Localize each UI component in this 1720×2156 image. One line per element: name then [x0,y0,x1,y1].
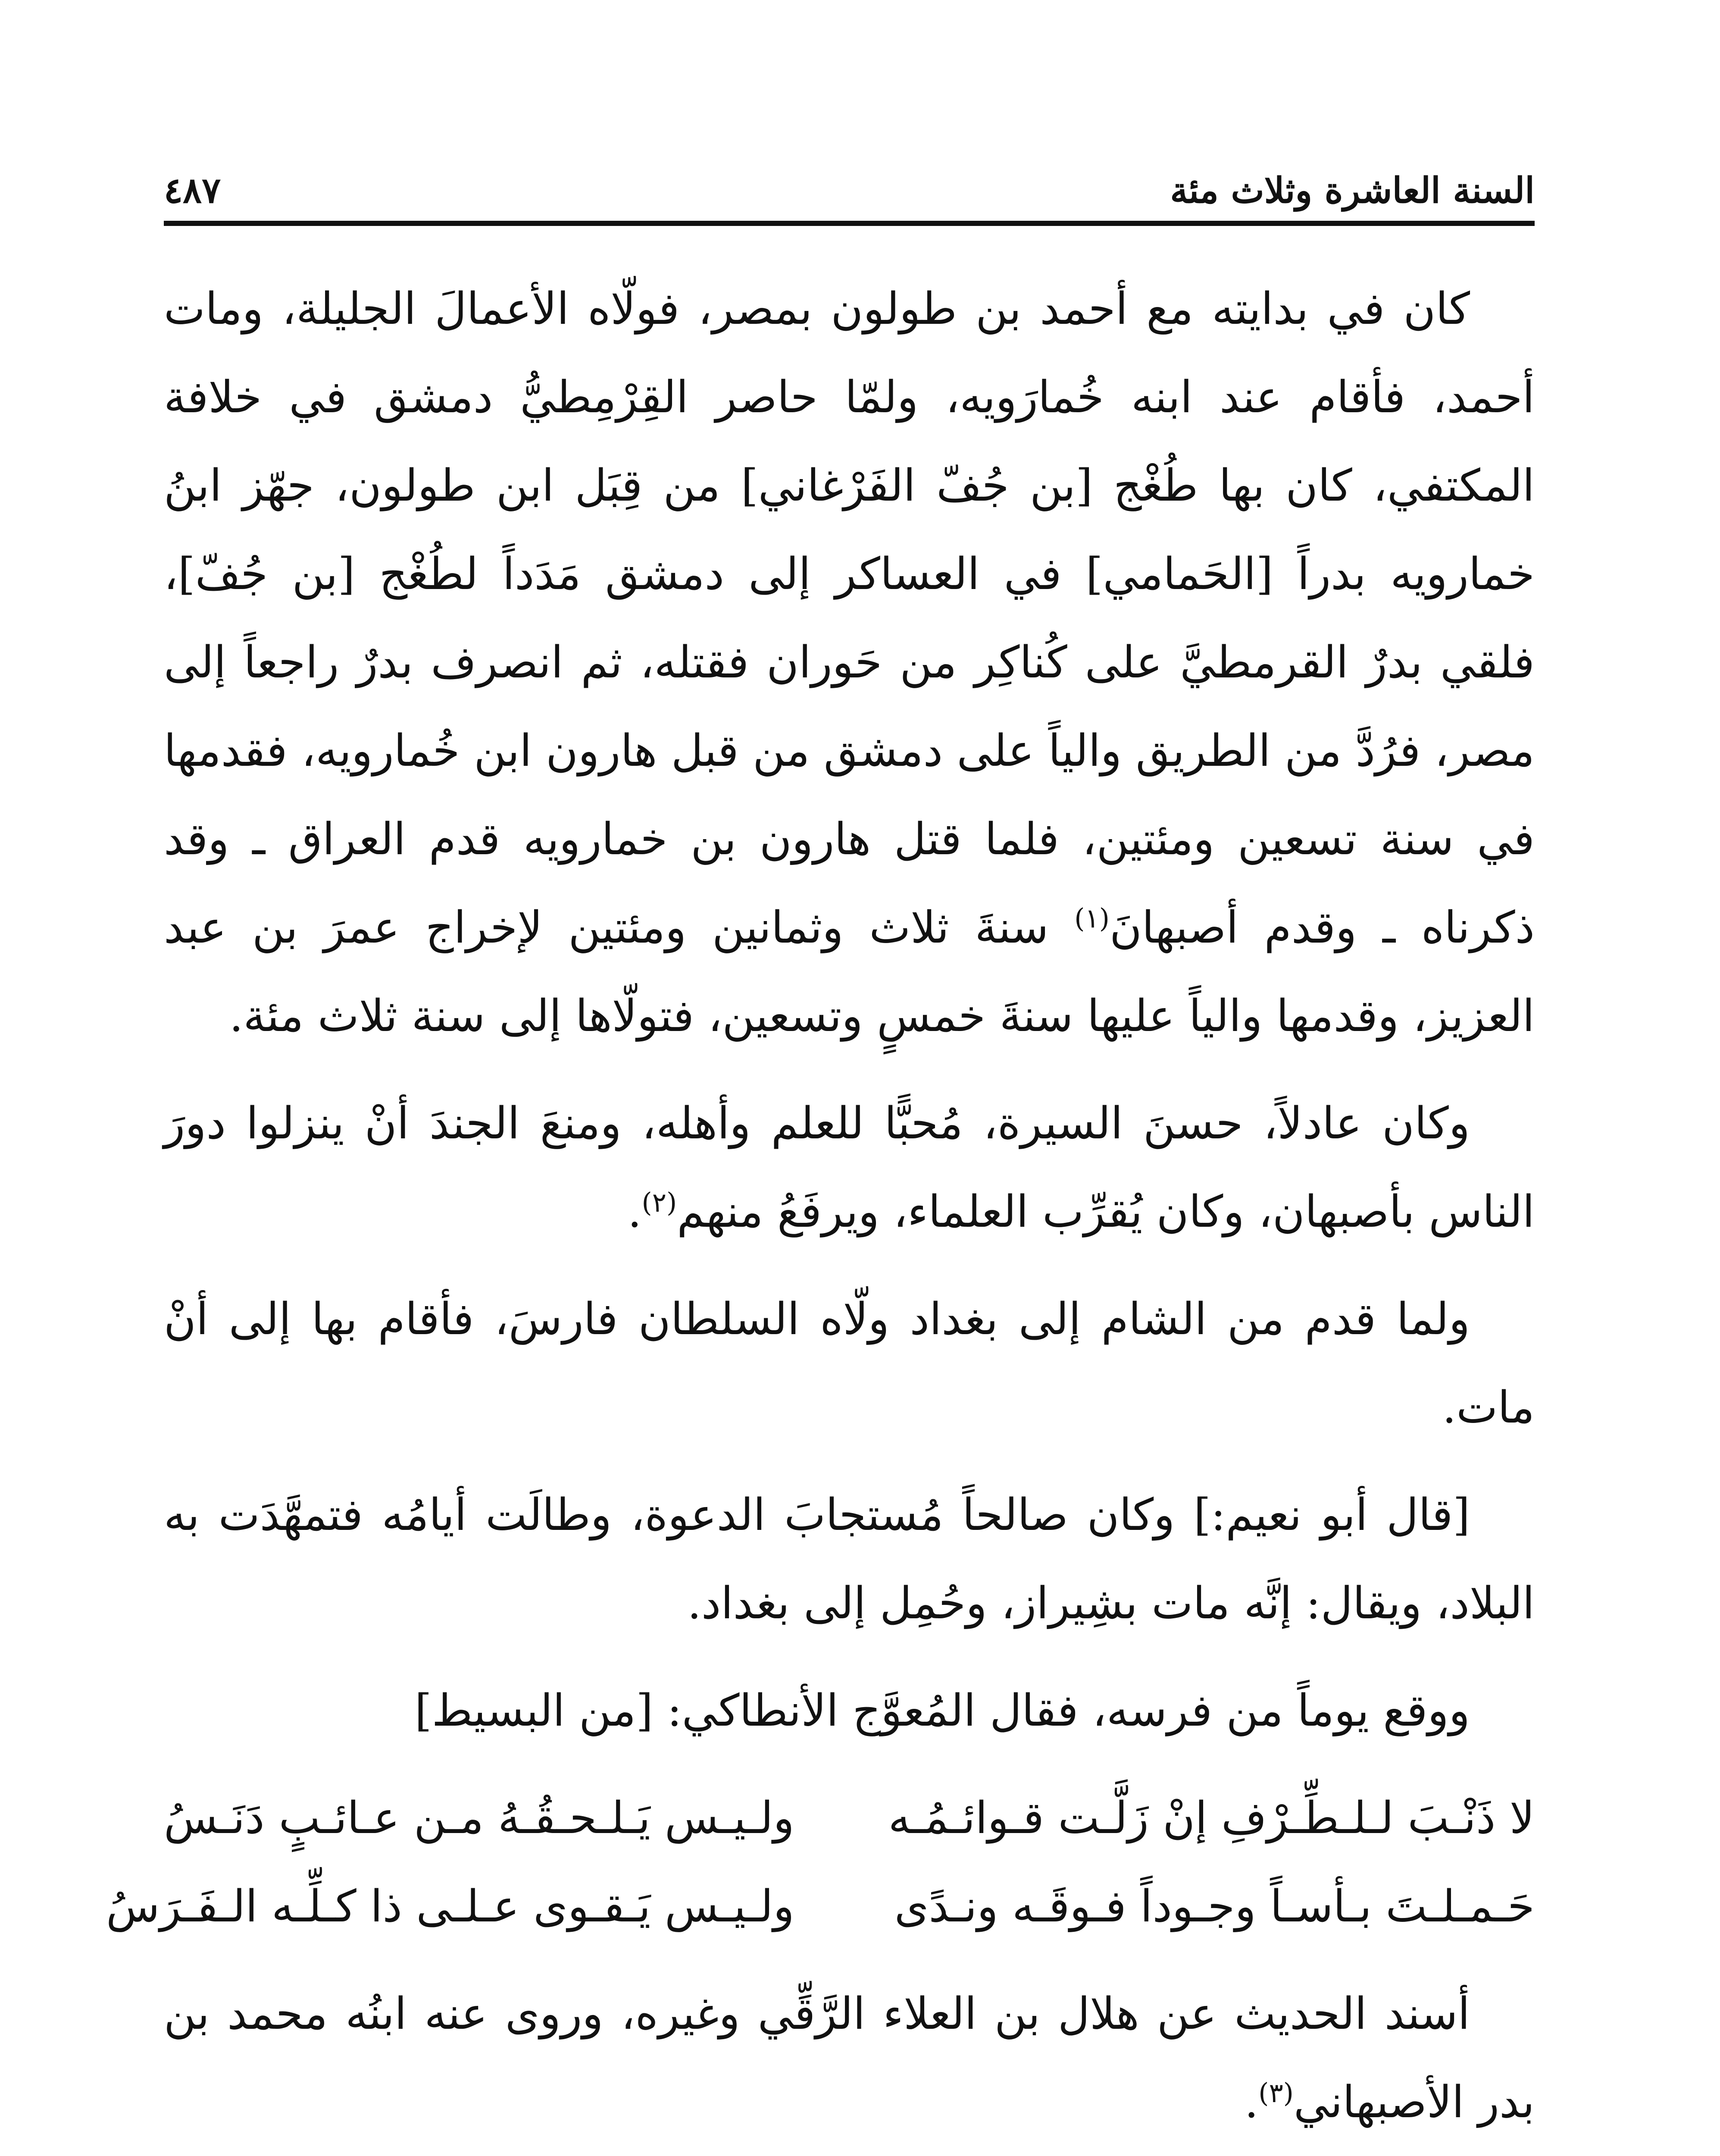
paragraph-4: [قال أبو نعيم:] وكان صالحاً مُستجابَ الدعوة، وطالَت أيامُه فتمهَّدَت به البلاد، ويقال: إنَّه مات بشِيراز، وحُمِل إلى بغداد. [164,1489,1535,1629]
paragraph-1-text: كان في بدايته مع أحمد بن طولون بمصر، فولّاه الأعمالَ الجليلة، ومات أحمد، فأقام عند ابنه خُمارَويه، ولمّا حاصر القِرْمِطيُّ دمشق في خلافة المكتفي، كان بها طُغْج [بن جُفّ الفَرْغاني] من قِبَل ابن طولون، جهّز ابنُ خمارويه بدراً [الحَمامي] في العساكر إلى دمشق مَدَداً لطُغْج [بن جُفّ]، فلقي بدرٌ القرمطيَّ على كُناكِر من حَوران فقتله، ثم انصرف بدرٌ راجعاً إلى مصر، فرُدَّ من الطريق والياً على دمشق من قبل هارون ابن خُمارويه، فقدمها في سنة تسعين ومئتين، فلما قتل هارون بن خمارويه قدم العراق ـ وقد ذكرناه ـ وقدم أصبهانَ [164,283,1535,953]
paragraph-2-tail: . [628,1186,642,1238]
verse-1-first-hemistich: لا ذَنْـبَ لـلـطِّـرْفِ إنْ زَلَّـت قـوائـمُـه [888,1792,1535,1844]
paragraph-6-text: أسند الحديث عن هلال بن العلاء الرَّقِّي وغيره، وروى عنه ابنُه محمد بن بدر الأصبهاني [164,1988,1535,2128]
verse-line-1 [164,1774,1535,1862]
paragraph-1-tail: سنةَ ثلاث وثمانين ومئتين لإخراج عمرَ بن عبد العزيز، وقدمها والياً عليها سنةَ خمسٍ وتسعين، فتولّاها إلى سنة ثلاث مئة. [164,902,1535,1042]
page-header [164,138,1535,211]
verse-1-second-hemistich: ولـيـس يَـلـحـقُـهُ مـن عـائـبٍ دَنَـسُ [164,1792,794,1844]
paragraph-6-tail: . [1244,2077,1259,2128]
paragraph-6 [164,1970,1535,2147]
page-number: ٤٨٧ [164,170,221,211]
paragraph-2-text: وكان عادلاً، حسنَ السيرة، مُحبًّا للعلم وأهله، ومنعَ الجندَ أنْ ينزلوا دورَ الناس بأصبهان، وكان يُقرِّب العلماء، ويرفَعُ منهم [164,1098,1535,1238]
footnote-ref-1: (١) [1074,903,1110,934]
paragraph-2 [164,1079,1535,1256]
footnote-ref-2: (٢) [641,1187,677,1218]
running-title: السنة العاشرة وثلاث مئة [1170,170,1535,211]
footnote-ref-3: (٣) [1258,2077,1294,2109]
paragraph-5: ووقع يوماً من فرسه، فقال المُعوَّج الأنطاكي: [من البسيط] [414,1685,1470,1736]
verse-2-second-hemistich: ولـيـس يَـقـوى عـلـى ذا كـلِّـه الـفَـرَسُ [106,1881,794,1932]
header-rule [164,221,1535,226]
paragraph-3: ولما قدم من الشام إلى بغداد ولّاه السلطان فارسَ، فأقام بها إلى أنْ مات. [164,1294,1535,1433]
verse-line-2 [106,1862,1535,1951]
verse-2-first-hemistich: حَـمـلـتَ بـأسـاً وجـوداً فـوقَـه ونـدًى [894,1881,1535,1932]
paragraph-1 [164,265,1535,1060]
